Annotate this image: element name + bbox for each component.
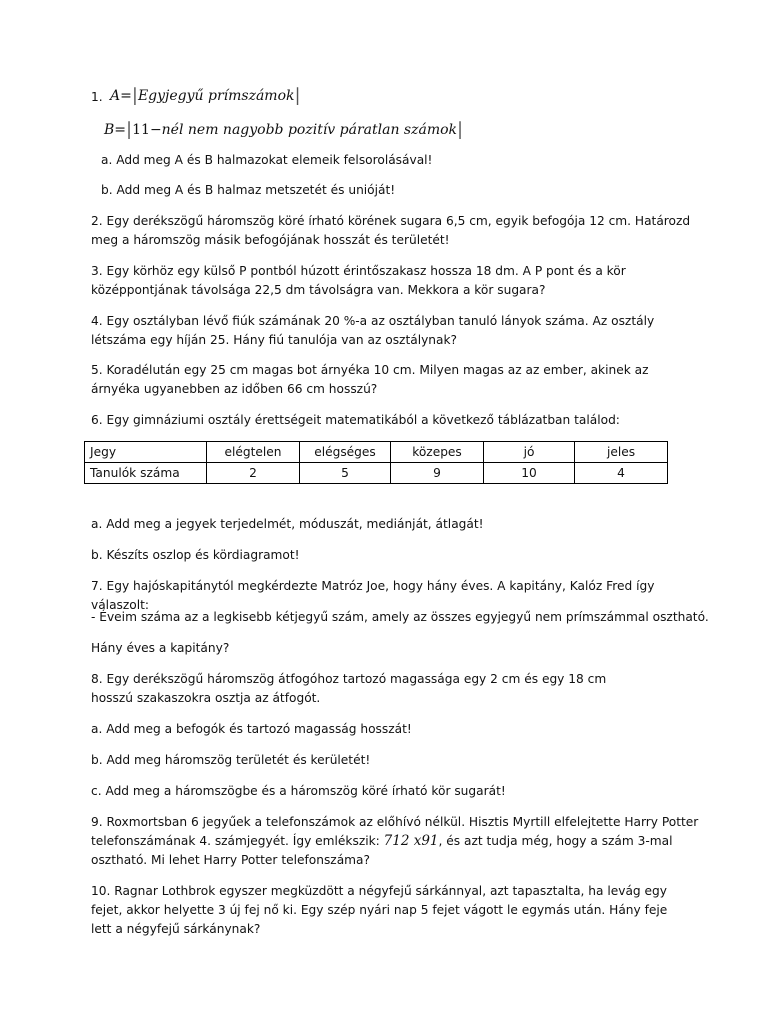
set-a-equals: = bbox=[120, 88, 132, 104]
q1-part-b: b. Add meg A és B halmaz metszetét és unióját! bbox=[101, 183, 396, 197]
table-cell: elégtelen bbox=[207, 442, 300, 463]
set-b-definition bbox=[104, 118, 463, 139]
q9-line-2-post: , és azt tudja még, hogy a szám 3-mal bbox=[438, 834, 673, 848]
set-b-number: 11 bbox=[132, 122, 150, 138]
q8-part-a: a. Add meg a befogók és tartozó magasság hosszát! bbox=[91, 722, 412, 736]
q7-question: Hány éves a kapitány? bbox=[91, 641, 230, 655]
q1-number: 1. bbox=[91, 90, 103, 104]
q9-line-2-pre: telefonszámának 4. számjegyét. Így emlékszik: bbox=[91, 834, 384, 848]
q1-part-a: a. Add meg A és B halmazokat elemeik felsorolásával! bbox=[101, 153, 433, 167]
q3-text: 3. Egy körhöz egy külső P pontból húzott érintőszakasz hossza 18 dm. A P pont és a kör középpontjának távolsága 22,5 dm távolságra van. Mekkora a kör sugara? bbox=[91, 264, 626, 297]
table-cell: 5 bbox=[300, 463, 391, 484]
q9-line-3: osztható. Mi lehet Harry Potter telefonszáma? bbox=[91, 853, 370, 867]
set-b-text: −nél nem nagyobb pozitív páratlan számok bbox=[149, 122, 458, 138]
set-a-text: Egyjegyű prímszámok bbox=[137, 88, 295, 104]
q8-part-b: b. Add meg háromszög területét és kerületét! bbox=[91, 753, 371, 767]
set-b-equals: = bbox=[114, 122, 127, 138]
table-cell: jeles bbox=[575, 442, 668, 463]
q10-text: 10. Ragnar Lothbrok egyszer megküzdött a négyfejű sárkánnyal, azt tapasztalta, ha levág egy fejet, akkor helyette 3 új fej nő ki. Egy szép nyári nap 5 fejet vágott le egymás után. Hány feje lett a négyfejű sárkánynak? bbox=[91, 884, 668, 936]
table-cell: 2 bbox=[207, 463, 300, 484]
table-cell: 9 bbox=[391, 463, 484, 484]
q7-text: 7. Egy hajóskapitánytól megkérdezte Matróz Joe, hogy hány éves. A kapitány, Kalóz Fred így válaszolt: bbox=[91, 579, 655, 612]
q8-text: 8. Egy derékszögű háromszög átfogóhoz tartozó magassága egy 2 cm és egy 18 cm hosszú szakaszokra osztja az átfogót. bbox=[91, 672, 607, 705]
table-cell: közepes bbox=[391, 442, 484, 463]
table-row bbox=[85, 463, 668, 484]
q6-part-a: a. Add meg a jegyek terjedelmét, móduszát, mediánját, átlagát! bbox=[91, 517, 484, 531]
table-cell: 4 bbox=[575, 463, 668, 484]
q9-math-expression: 712 x91 bbox=[383, 833, 439, 849]
q9-line-1: 9. Roxmortsban 6 jegyűek a telefonszámok az előhívó nélkül. Hisztis Myrtill elfelejtette Harry Potter bbox=[91, 815, 699, 829]
q4-text: 4. Egy osztályban lévő fiúk számának 20 %-a az osztályban tanuló lányok száma. Az osztály létszáma egy híján 25. Hány fiú tanulója van az osztálynak? bbox=[91, 314, 655, 347]
q5-text: 5. Koradélután egy 25 cm magas bot árnyéka 10 cm. Milyen magas az az ember, akinek az árnyéka ugyanebben az időben 66 cm hosszú? bbox=[91, 363, 649, 396]
table-cell: jó bbox=[484, 442, 575, 463]
set-a-symbol: A bbox=[110, 88, 121, 104]
table-cell: 10 bbox=[484, 463, 575, 484]
table-cell: Jegy bbox=[85, 442, 207, 463]
grades-table bbox=[84, 441, 668, 484]
table-cell: Tanulók száma bbox=[85, 463, 207, 484]
table-cell: elégséges bbox=[300, 442, 391, 463]
q2-text: 2. Egy derékszögű háromszög köré írható körének sugara 6,5 cm, egyik befogója 12 cm. Határozd meg a háromszög másik befogójának hosszát és területét! bbox=[91, 214, 691, 247]
set-b-close-brace: | bbox=[457, 119, 464, 140]
set-b-open-brace: | bbox=[126, 119, 133, 140]
q8-part-c: c. Add meg a háromszögbe és a háromszög köré írható kör sugarát! bbox=[91, 784, 506, 798]
q6-part-b: b. Készíts oszlop és kördiagramot! bbox=[91, 548, 300, 562]
q6-text: 6. Egy gimnáziumi osztály érettségeit matematikából a következő táblázatban találod: bbox=[91, 413, 620, 427]
set-b-symbol: B bbox=[104, 122, 115, 138]
set-a-open-brace: | bbox=[131, 85, 138, 106]
set-a-definition bbox=[110, 84, 301, 105]
q9-line-2 bbox=[91, 832, 731, 851]
set-a-close-brace: | bbox=[294, 85, 301, 106]
q7-quote: - Éveim száma az a legkisebb kétjegyű szám, amely az összes egyjegyű nem prímszámmal osztható. bbox=[91, 610, 709, 624]
table-header-row bbox=[85, 442, 668, 463]
